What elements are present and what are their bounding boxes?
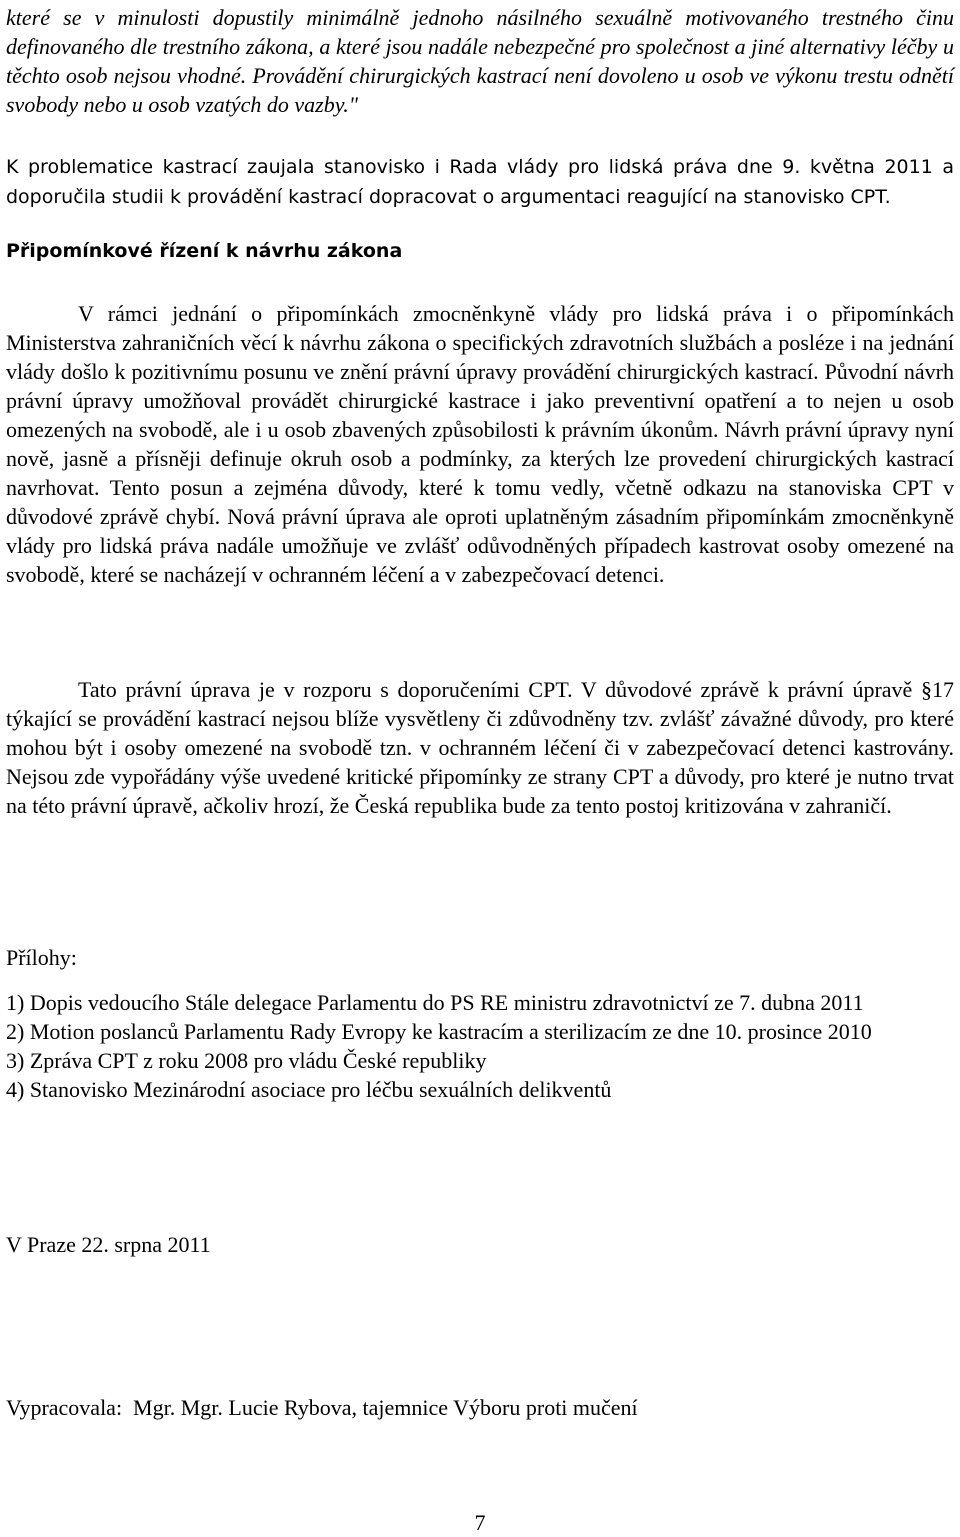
section-heading: Připomínkové řízení k návrhu zákona	[6, 240, 403, 262]
attachments-label: Přílohy:	[6, 945, 77, 970]
paragraph-cpt-conflict: Tato právní úprava je v rozporu s doporučeními CPT. V důvodové zprávě k právní úpravě §17 týkající se provádění kastrací nejsou blíže vysvětleny či zdůvodněny tzv. zvlášť závažné důvody, pro které mohou být i osoby omezené na svobodě tzn. v ochranném léčení či v zabezpečovací detenci kastrovány. Nejsou zde vypořádány výše uvedené kritické připomínky ze strany CPT a důvody, pro které je nutno trvat na této právní úpravě, ačkoliv hrozí, že Česká republika bude za tento postoj kritizována v zahraničí.	[6, 677, 954, 818]
prepared-by: Vypracovala: Mgr. Mgr. Lucie Rybova, tajemnice Výboru proti mučení	[6, 1395, 638, 1420]
page-number: 7	[474, 1510, 486, 1535]
attachments-list	[6, 988, 954, 1104]
attachment-item: 2) Motion poslanců Parlamentu Rady Evropy ke kastracím a sterilizacím ze dne 10. prosince 2010	[6, 1019, 872, 1044]
attachment-item: 1) Dopis vedoucího Stále delegace Parlamentu do PS RE ministru zdravotnictví ze 7. dubna 2011	[6, 990, 864, 1015]
intro-quote: které se v minulosti dopustily minimálně jednoho násilného sexuálně motivovaného trestného činu definovaného dle trestního zákona, a které jsou nadále nebezpečné pro společnost a jiné alternativy léčby u těchto osob nejsou vhodné. Provádění chirurgických kastrací není dovoleno u osob ve výkonu trestu odnětí svobody nebo u osob vzatých do vazby."	[6, 5, 954, 117]
paragraph-comment-procedure: V rámci jednání o připomínkách zmocněnkyně vlády pro lidská práva i o připomínkách Ministerstva zahraničních věcí k návrhu zákona o specifických zdravotních službách a posléze i na jednání vlády došlo k pozitivnímu posunu ve znění právní úpravy provádění chirurgických kastrací. Původní návrh právní úpravy umožňoval provádět chirurgické kastrace i jako preventivní opatření a to nejen u osob omezených na svobodě, ale i u osob zbavených způsobilosti k právním úkonům. Návrh právní úpravy nyní nově, jasně a přísněji definuje okruh osob a podmínky, za kterých lze provedení chirurgických kastrací navrhovat. Tento posun a zejména důvody, které k tomu vedly, včetně odkazu na stanoviska CPT v důvodové zprávě chybí. Nová právní úprava ale oproti uplatněným zásadním připomínkám zmocněnkyně vlády pro lidská práva nadále umožňuje ve zvlášť odůvodněných případech kastrovat osoby omezené na svobodě, které se nacházejí v ochranném léčení a v zabezpečovací detenci.	[6, 301, 954, 587]
place-date: V Praze 22. srpna 2011	[6, 1232, 211, 1257]
attachment-item: 3) Zpráva CPT z roku 2008 pro vládu České republiky	[6, 1048, 487, 1073]
attachment-item: 4) Stanovisko Mezinárodní asociace pro léčbu sexuálních delikventů	[6, 1077, 612, 1102]
attachments-section	[6, 943, 954, 1104]
government-council-paragraph: K problematice kastrací zaujala stanovisko i Rada vlády pro lidská práva dne 9. května 2011 a doporučila studii k provádění kastrací dopracovat o argumentaci reagující na stanovisko CPT.	[6, 156, 954, 208]
